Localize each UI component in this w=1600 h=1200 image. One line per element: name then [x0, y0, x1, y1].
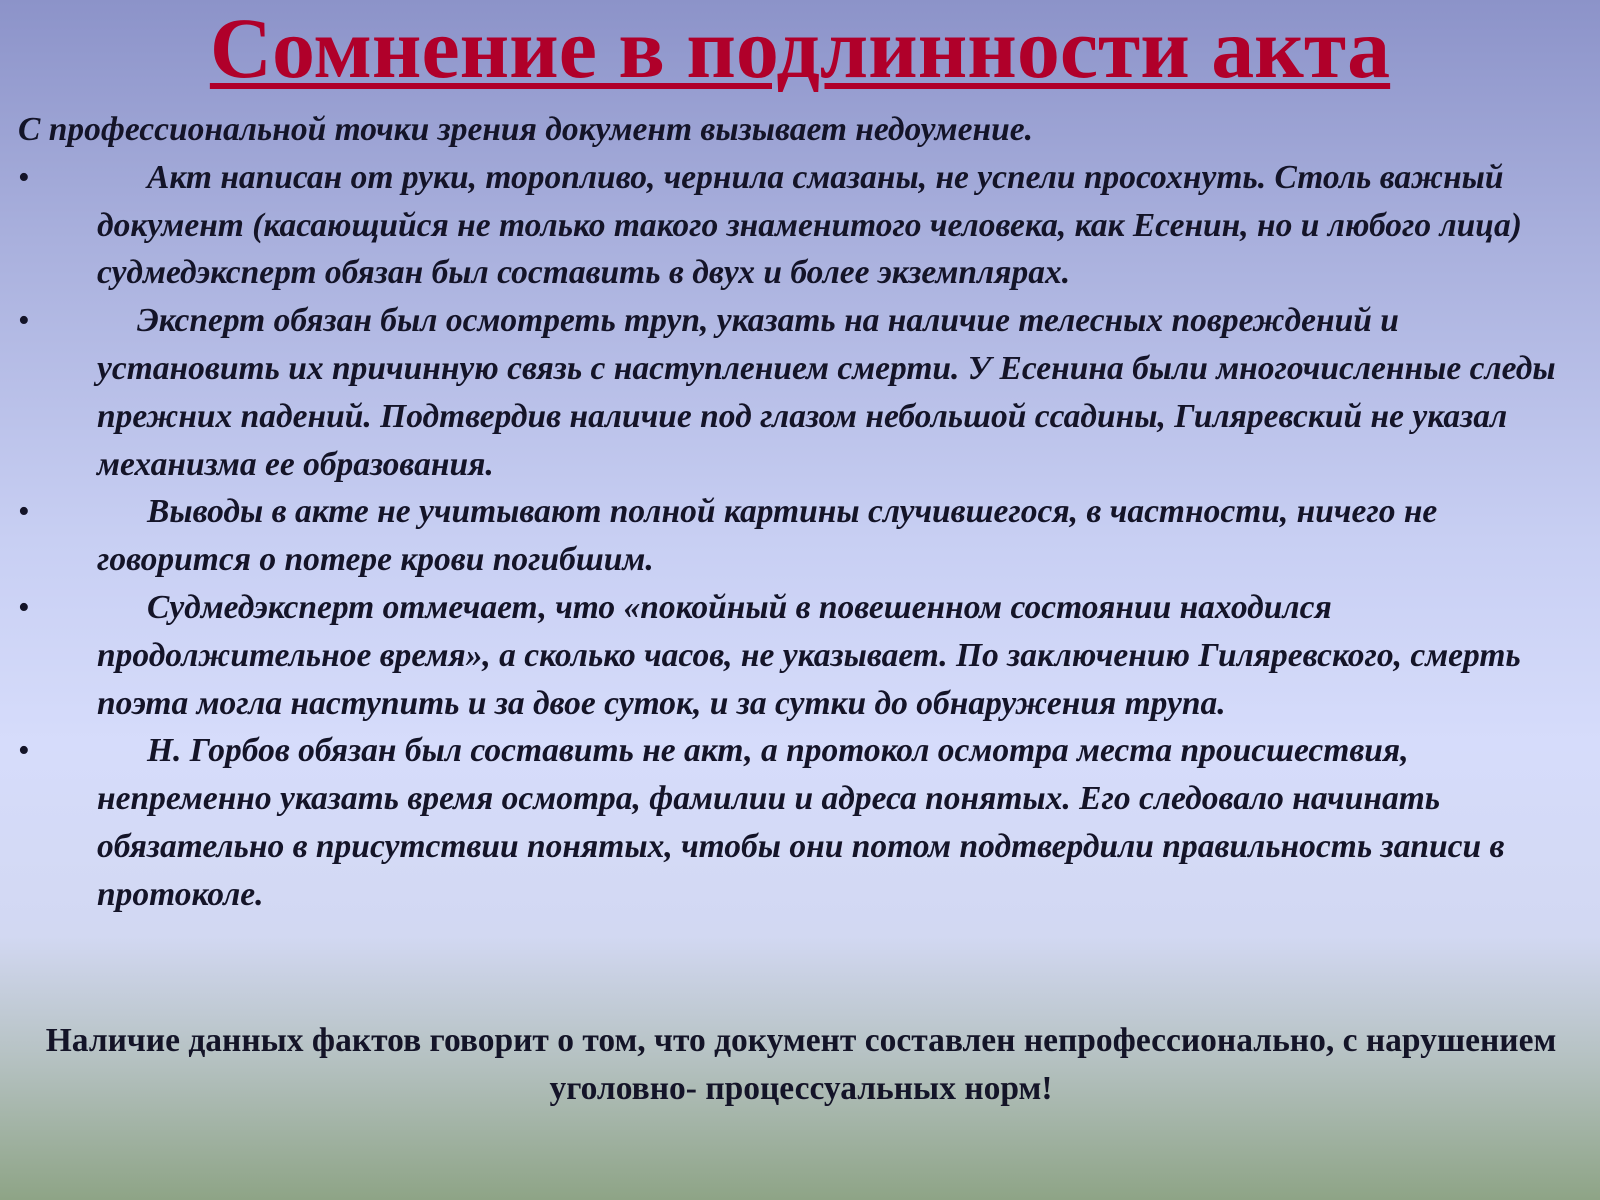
- intro-paragraph: С профессиональной точки зрения документ вызывает недоумение.: [18, 111, 1033, 148]
- conclusion-paragraph: Наличие данных фактов говорит о том, что документ составлен непрофессионально, с нарушением уголовно- процессуальных норм!: [45, 1022, 1557, 1107]
- bullet-item: [18, 727, 1588, 918]
- bullet-marker: •: [18, 588, 30, 626]
- bullet-text: Акт написан от руки, торопливо, чернила смазаны, не успели просохнуть. Столь важный документ (касающийся не только такого знаменитого человека, как Есенин, но и любого лица) судмедэксперт обязан был составить в двух и более экземплярах.: [97, 158, 1522, 292]
- bullet-item: [18, 297, 1588, 488]
- bullet-marker: •: [18, 158, 30, 196]
- bullet-item: [18, 154, 1588, 297]
- bullet-marker: •: [18, 493, 30, 531]
- bullet-text: Выводы в акте не учитывают полной картины случившегося, в частности, ничего не говорится о потере крови погибшим.: [97, 493, 1438, 579]
- bullet-marker: •: [18, 732, 30, 770]
- bullet-marker: •: [18, 302, 30, 340]
- bullet-text: Эксперт обязан был осмотреть труп, указать на наличие телесных повреждений и установить их причинную связь с наступлением смерти. У Есенина были многочисленные следы прежних падений. Подтвердив наличие под глазом небольшой ссадины, Гиляревский не указал механизма ее образования.: [97, 302, 1556, 483]
- bullet-item: [18, 584, 1588, 727]
- bullet-text: Судмедэксперт отмечает, что «покойный в повешенном состоянии находился продолжительное время», а сколько часов, не указывает. По заключению Гиляревского, смерть поэта могла наступить и за двое суток, и за сутки до обнаружения трупа.: [97, 588, 1521, 722]
- bullet-text: Н. Горбов обязан был составить не акт, а протокол осмотра места происшествия, непременно указать время осмотра, фамилии и адреса понятых. Его следовало начинать обязательно в присутствии понятых, чтобы они потом подтвердили правильность записи в протоколе.: [97, 732, 1505, 913]
- slide-body: [18, 106, 1588, 919]
- bullet-item: [18, 488, 1588, 584]
- slide-title: [0, 0, 1600, 96]
- slide-title-text: Сомнение в подлинности акта: [209, 0, 1391, 96]
